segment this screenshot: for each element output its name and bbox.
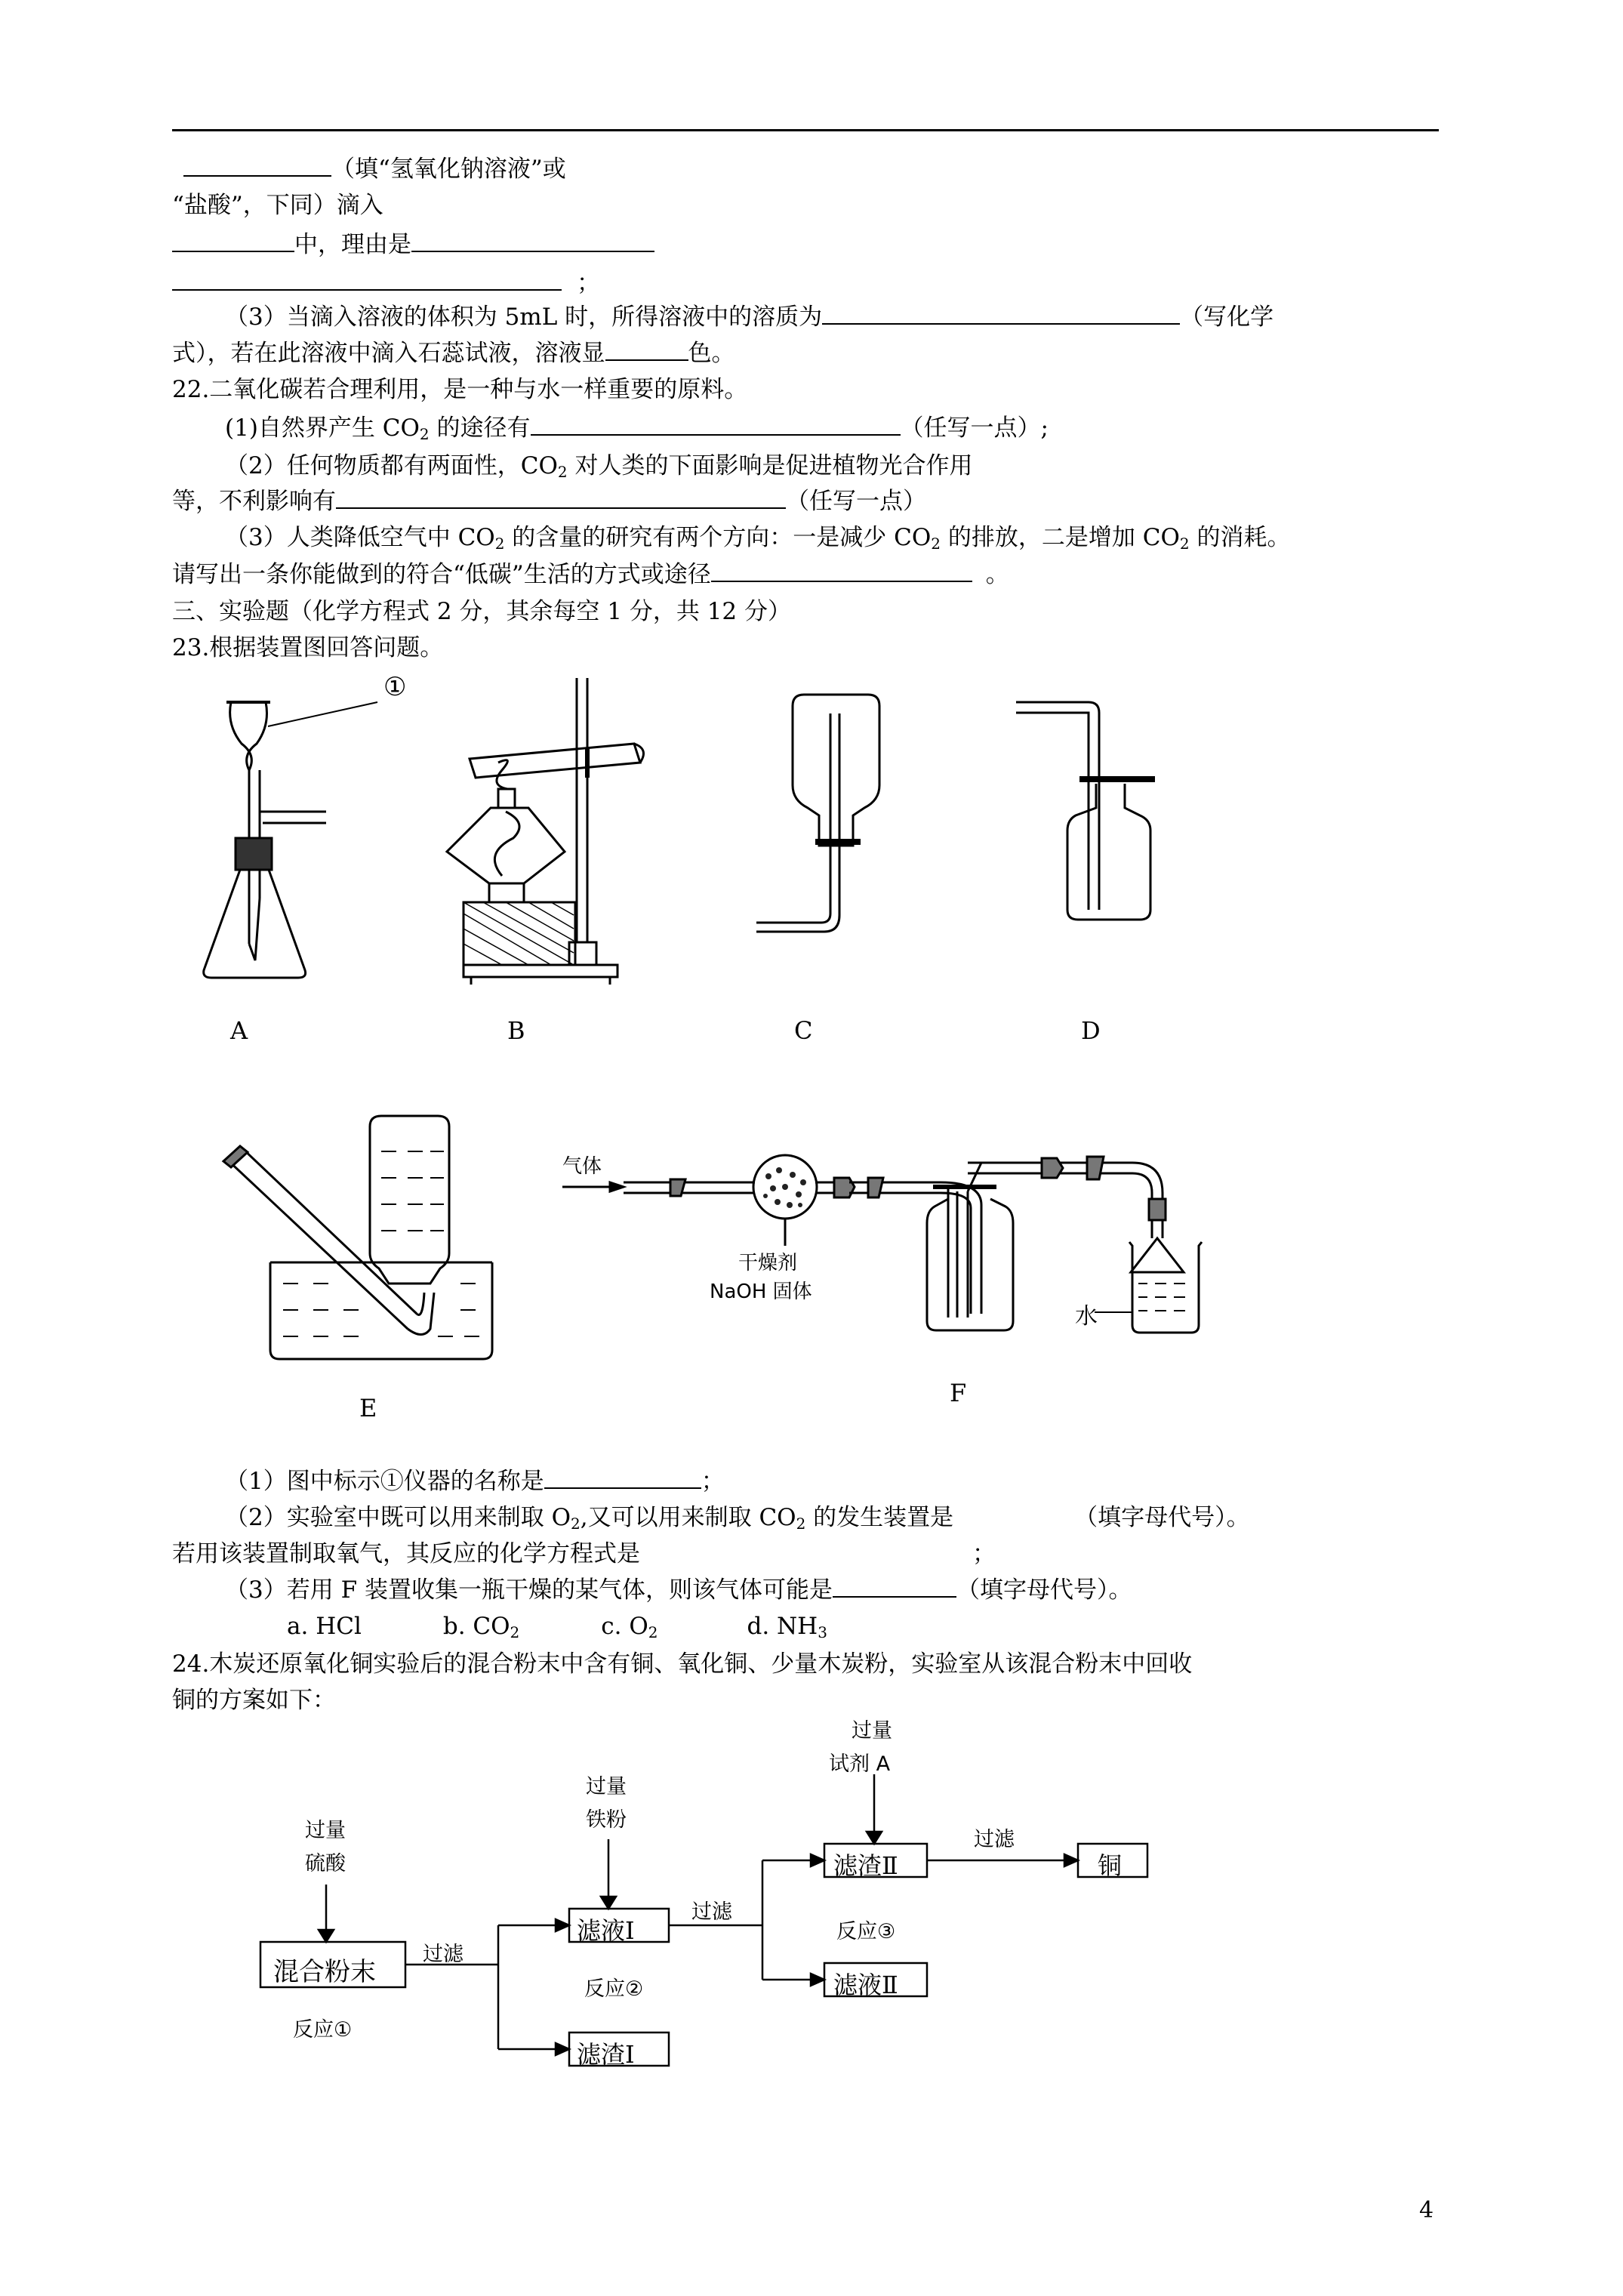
q22-p1: (1)自然界产生 $CO_2$ 的途径有 （任写一点）; (225, 415, 1049, 443)
q23-q3: （3）若用 F 装置收集一瓶干燥的某气体，则该气体可能是 （填字母代号）。 (225, 1576, 1132, 1604)
q22-stem: 22.二氧化碳若合理利用，是一种与水一样重要的原料。 (172, 376, 748, 403)
label-e: E (359, 1394, 377, 1422)
section-three-heading: 三、实验题（化学方程式 2 分，其余每空 1 分，共 12 分） (172, 598, 792, 625)
option-c[interactable]: c. $O_2$ (601, 1613, 658, 1641)
label-d: D (1081, 1016, 1101, 1045)
q22-p2-line2: 等，不利影响有 （任写一点） (172, 488, 926, 515)
reagent3-label-top: 过量 (852, 1719, 892, 1743)
q21-p3-line1: （3）当滴入溶液的体积为 5mL 时，所得溶液中的溶质为 （写化学 (225, 304, 1274, 331)
q21-p3-line2: 式），若在此溶液中滴入石蕊试液，溶液显 色。 (172, 340, 735, 367)
naoh-label: NaOH 固体 (710, 1281, 812, 1303)
reagent1-label-top: 过量 (305, 1819, 346, 1842)
reaction2-label: 反应② (584, 1977, 644, 2001)
reagent3-label-bottom: 试剂 A (829, 1752, 891, 1776)
dryer-label: 干燥剂 (738, 1252, 798, 1274)
option-a[interactable]: a. HCl (287, 1613, 362, 1640)
q22-p3-line1: （3）人类降低空气中 $CO_2$ 的含量的研究有两个方向：一是减少 $CO_2$ 的排放，二是增加 $CO_2$ 的消耗。 (225, 524, 1291, 553)
label-f: F (950, 1379, 967, 1407)
reagent2-label-top: 过量 (586, 1775, 627, 1798)
mixed-powder-label: 混合粉末 (273, 1957, 376, 1987)
q22-p2-line1: （2）任何物质都有两面性，$CO_2$ 对人类的下面影响是促进植物光合作用 (225, 452, 973, 481)
q24-stem-line2: 铜的方案如下： (172, 1687, 336, 1714)
residue1-label: 滤渣Ⅰ (577, 2040, 635, 2069)
reagent1-label-bottom: 硫酸 (305, 1852, 346, 1875)
q21-line1: （填“氢氧化钠溶液”或 (183, 154, 566, 184)
filter3-label: 过滤 (974, 1828, 1015, 1851)
q23-q2-line2: 若用该装置制取氧气，其反应的化学方程式是 ； (172, 1540, 996, 1567)
gas-label: 气体 (562, 1155, 602, 1178)
page-number: 4 (1419, 2197, 1434, 2224)
option-d[interactable]: d. $NH_3$ (747, 1613, 827, 1641)
filter2-label: 过滤 (691, 1900, 732, 1924)
q21-line2: “盐酸”，下同）滴入 (172, 192, 383, 219)
option-b[interactable]: b. $CO_2$ (442, 1613, 520, 1641)
water-label: 水 (1075, 1303, 1098, 1330)
q23-q2-line1: （2）实验室中既可以用来制取 $O_2$,又可以用来制取 $CO_2$ 的发生装置是 （填字母代号）。 (225, 1504, 1250, 1533)
filter1-label: 过滤 (423, 1943, 463, 1966)
q21-line3: 中，理由是 (172, 230, 654, 260)
q24-stem-line1: 24.木炭还原氧化铜实验后的混合粉末中含有铜、氧化铜、少量木炭粉，实验室从该混合粉末中回收 (172, 1650, 1193, 1678)
q23-q1: （1）图中标示①仪器的名称是 ； (225, 1468, 725, 1495)
residue2-label: 滤渣Ⅱ (833, 1851, 898, 1880)
filtrate1-label: 滤液Ⅰ (577, 1916, 635, 1945)
q21-line4: ； (172, 268, 600, 298)
marker-one: ① (383, 672, 407, 702)
reagent2-label-bottom: 铁粉 (586, 1808, 627, 1832)
q23-stem: 23.根据装置图回答问题。 (172, 634, 444, 661)
reaction3-label: 反应③ (836, 1920, 896, 1943)
reaction1-label: 反应① (293, 2018, 353, 2042)
label-b: B (507, 1016, 525, 1045)
label-a: A (230, 1016, 248, 1045)
q22-p3-line2: 请写出一条你能做到的符合“低碳”生活的方式或途径 。 (172, 561, 1009, 588)
label-c: C (794, 1016, 813, 1045)
copper-label: 铜 (1098, 1851, 1123, 1880)
filtrate2-label: 滤液Ⅱ (833, 1971, 898, 1999)
